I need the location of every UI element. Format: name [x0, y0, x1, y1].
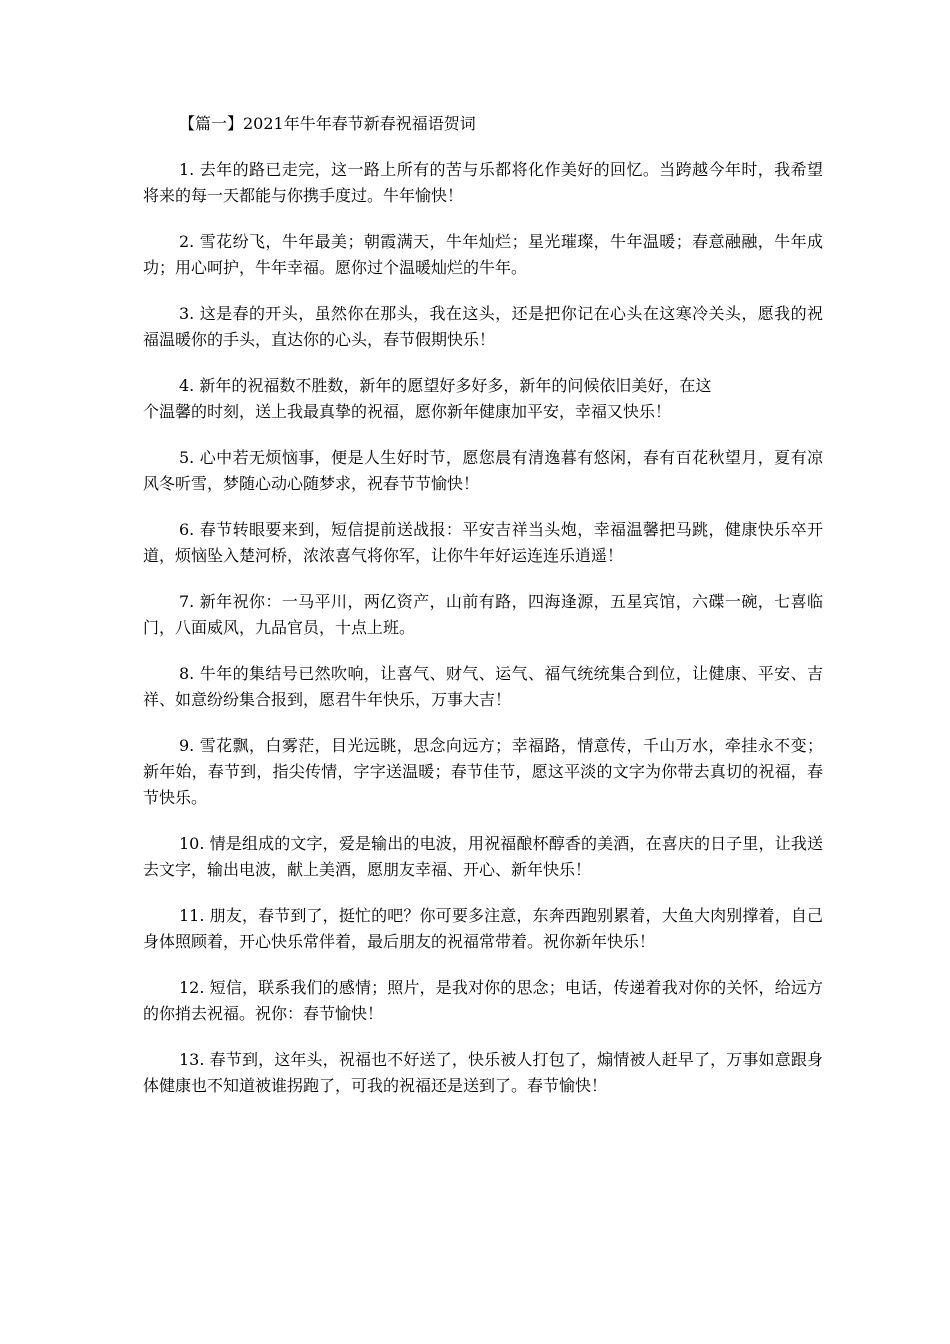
greeting-paragraph-3: 3. 这是春的开头，虽然你在那头，我在这头，还是把你记在心头在这寒冷关头，愿我的祝福温暖你的手头，直达你的心头，春节假期快乐！ — [143, 304, 823, 349]
greeting-paragraph-1: 1. 去年的路已走完，这一路上所有的苦与乐都将化作美好的回忆。当跨越今年时，我希望将来的每一天都能与你携手度过。牛年愉快！ — [143, 160, 823, 205]
greeting-paragraph-10: 10. 情是组成的文字，爱是输出的电波，用祝福酿杯醇香的美酒，在喜庆的日子里，让我送去文字，输出电波，献上美酒，愿朋友幸福、开心、新年快乐！ — [143, 834, 823, 879]
greeting-paragraph-5: 5. 心中若无烦恼事，便是人生好时节，愿您晨有清逸暮有悠闲，春有百花秋望月，夏有凉风冬听雪，梦随心动心随梦求，祝春节节愉快！ — [143, 448, 823, 493]
document-body — [143, 111, 823, 1119]
greeting-paragraph-12: 12. 短信，联系我们的感情；照片，是我对你的思念；电话，传递着我对你的关怀，给远方的你捎去祝福。祝你：春节愉快！ — [143, 978, 823, 1023]
greeting-paragraph-13: 13. 春节到，这年头，祝福也不好送了，快乐被人打包了，煽情被人赶早了，万事如意跟身体健康也不知道被谁拐跑了，可我的祝福还是送到了。春节愉快！ — [143, 1050, 823, 1095]
document-title: 【篇一】2021年牛年春节新春祝福语贺词 — [179, 114, 476, 133]
greeting-paragraph-9: 9. 雪花飘，白雾茫，目光远眺，思念向远方；幸福路，情意传，千山万水，牵挂永不变；新年始，春节到，指尖传情，字字送温暖；春节佳节，愿这平淡的文字为你带去真切的祝福，春节快乐。 — [143, 736, 823, 807]
greeting-paragraph-4: 4. 新年的祝福数不胜数，新年的愿望好多好多，新年的问候依旧美好，在这 个温馨的时刻，送上我最真挚的祝福，愿你新年健康加平安，幸福又快乐！ — [143, 376, 712, 421]
greeting-paragraph-6: 6. 春节转眼要来到，短信提前送战报：平安吉祥当头炮，幸福温馨把马跳，健康快乐卒开道，烦恼坠入楚河桥，浓浓喜气将你军，让你牛年好运连连乐逍遥！ — [143, 520, 823, 565]
greeting-paragraph-2: 2. 雪花纷飞，牛年最美；朝霞满天，牛年灿烂；星光璀璨，牛年温暖；春意融融，牛年成功；用心呵护，牛年幸福。愿你过个温暖灿烂的牛年。 — [143, 232, 823, 277]
greeting-paragraph-7: 7. 新年祝你：一马平川，两亿资产，山前有路，四海逢源，五星宾馆，六碟一碗，七喜临门，八面威风，九品官员，十点上班。 — [143, 592, 823, 637]
greeting-paragraph-11: 11. 朋友，春节到了，挺忙的吧？你可要多注意，东奔西跑别累着，大鱼大肉别撑着，自己身体照顾着，开心快乐常伴着，最后朋友的祝福常带着。祝你新年快乐！ — [143, 906, 823, 951]
greeting-paragraph-8: 8. 牛年的集结号已然吹响，让喜气、财气、运气、福气统统集合到位，让健康、平安、吉祥、如意纷纷集合报到，愿君牛年快乐，万事大吉！ — [143, 664, 823, 709]
